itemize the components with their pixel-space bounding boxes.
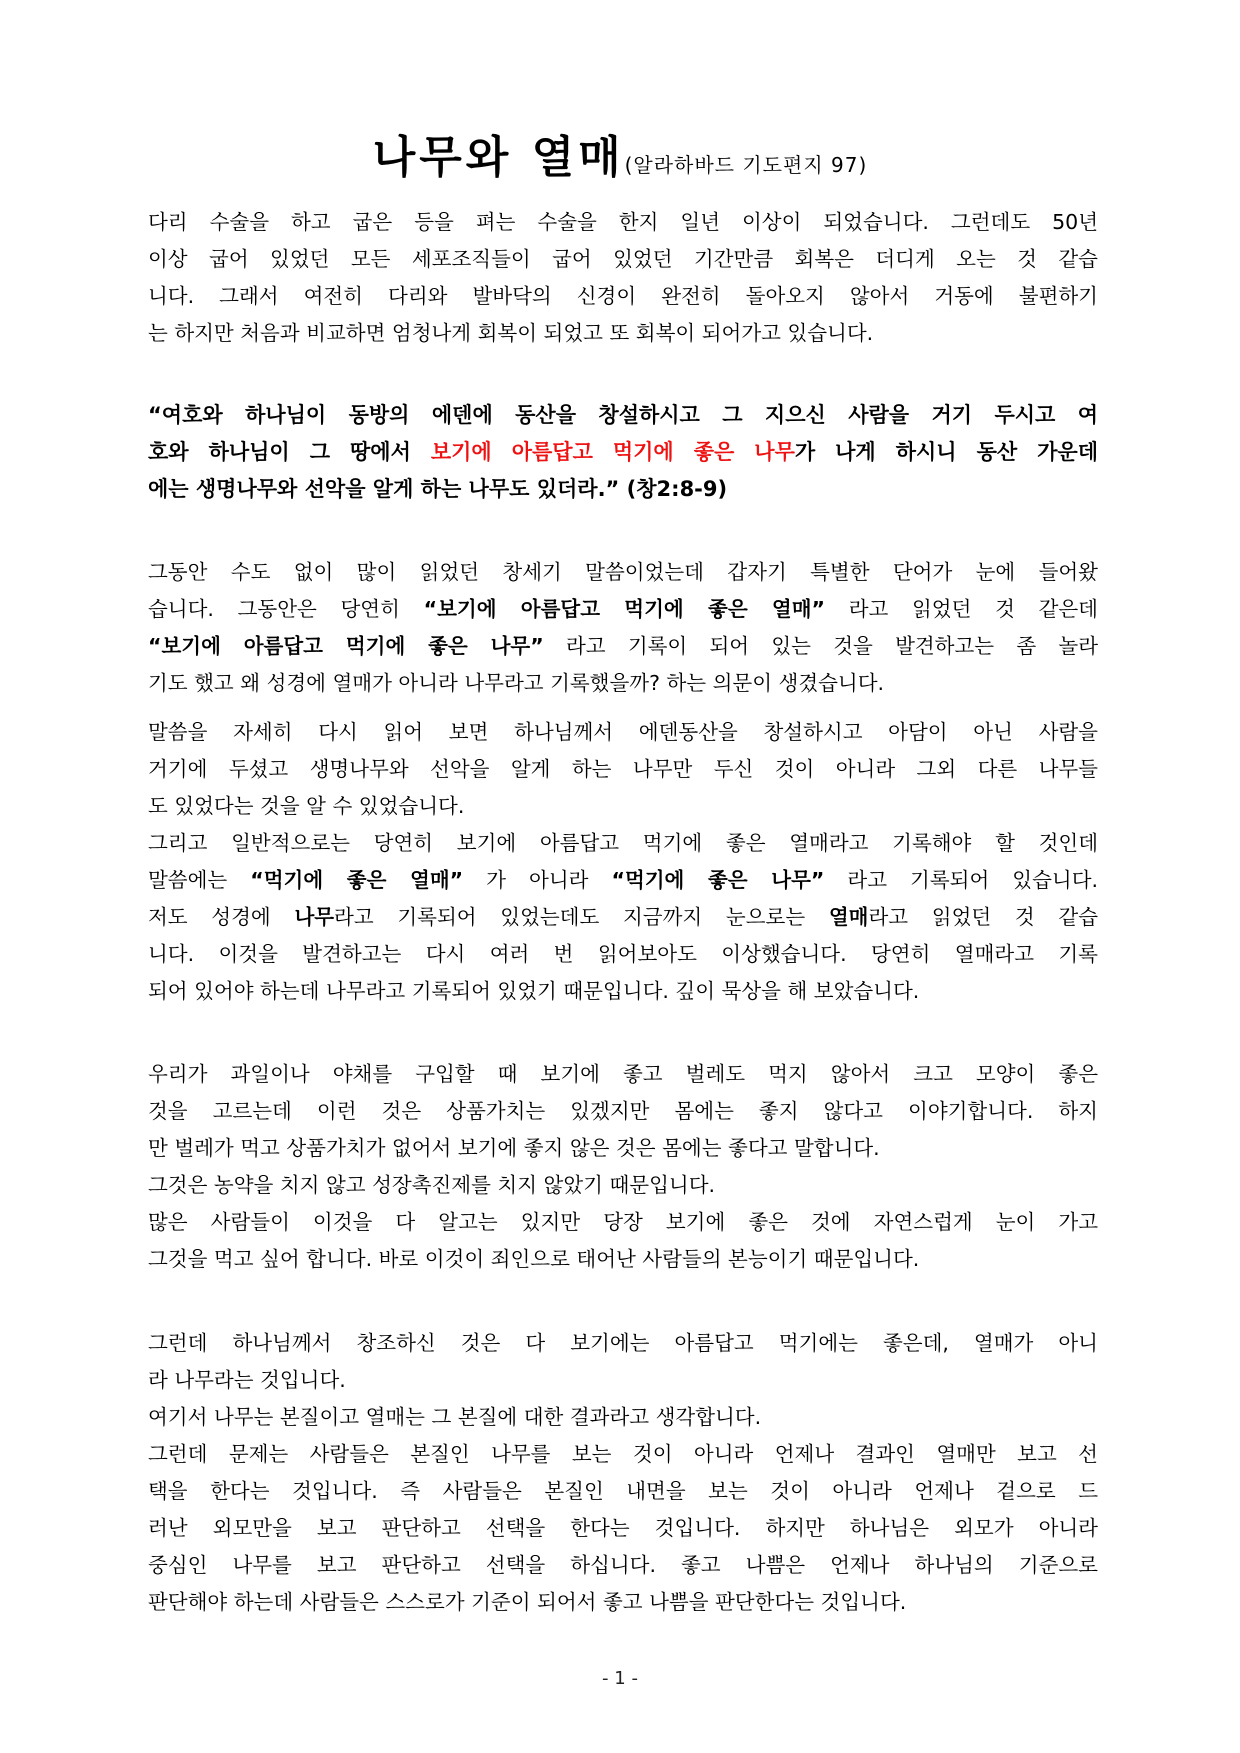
text-span: 말씀에는: [148, 868, 251, 892]
text-line: 다리 수술을 하고 굽은 등을 펴는 수술을 한지 일년 이상이 되었습니다. 그런데도 50년: [148, 210, 1098, 234]
text-span: 라고 읽었던 것 같은데: [825, 597, 1098, 621]
text-line: 만 벌레가 먹고 상품가치가 없어서 보기에 좋지 않은 것은 몸에는 좋다고 말합니다.: [148, 1136, 880, 1160]
quote-text: 가 나게 하시니 동산 가운데: [794, 440, 1098, 464]
page-number: - 1 -: [602, 1668, 638, 1689]
quote-line: 에는 생명나무와 선악을 알게 하는 나무도 있더라.” (창2:8-9): [148, 477, 728, 501]
text-line: 니다. 이것을 발견하고는 다시 여러 번 읽어보아도 이상했습니다. 당연히 열매라고 기록: [148, 942, 1098, 966]
bold-phrase: “먹기에 좋은 열매”: [250, 868, 464, 892]
text-line: 라 나무라는 것입니다.: [148, 1368, 346, 1392]
paragraph-1: [148, 204, 1098, 352]
text-line: 이상 굽어 있었던 모든 세포조직들이 굽어 있었던 기간만큼 회복은 더디게 오는 것 같습: [148, 247, 1098, 271]
text-line: 러난 외모만을 보고 판단하고 선택을 한다는 것입니다. 하지만 하나님은 외모가 아니라: [148, 1516, 1098, 1540]
highlighted-phrase: 보기에 아름답고 먹기에 좋은 나무: [430, 440, 795, 464]
text-line: [148, 628, 1098, 665]
scripture-quote: [148, 397, 1098, 508]
text-line: 되어 있어야 하는데 나무라고 기록되어 있었기 때문입니다. 깊이 묵상을 해 보았습니다.: [148, 979, 920, 1003]
text-line: 우리가 과일이나 야채를 구입할 때 보기에 좋고 벌레도 먹지 않아서 크고 모양이 좋은: [148, 1062, 1098, 1086]
document-title: [0, 128, 1240, 197]
text-line: 말씀을 자세히 다시 읽어 보면 하나님께서 에덴동산을 창설하시고 아담이 아닌 사람을: [148, 720, 1098, 744]
text-line: [148, 862, 1098, 899]
text-line: 택을 한다는 것입니다. 즉 사람들은 본질인 내면을 보는 것이 아니라 언제나 겉으로 드: [148, 1479, 1098, 1503]
text-line: 것을 고르는데 이런 것은 상품가치는 있겠지만 몸에는 좋지 않다고 이야기합니다. 하지: [148, 1099, 1098, 1123]
bold-phrase: “보기에 아름답고 먹기에 좋은 나무”: [148, 634, 544, 658]
bold-word: 나무: [294, 905, 335, 929]
text-line: 그리고 일반적으로는 당연히 보기에 아름답고 먹기에 좋은 열매라고 기록해야 할 것인데: [148, 831, 1098, 855]
text-line: 많은 사람들이 이것을 다 알고는 있지만 당장 보기에 좋은 것에 자연스럽게 눈이 가고: [148, 1210, 1098, 1234]
title-subtitle: (알라하바드 기도편지 97): [624, 153, 868, 177]
text-span: 가 아니라: [463, 868, 612, 892]
title-main: 나무와 열매: [372, 132, 625, 183]
text-line: 니다. 그래서 여전히 다리와 발바닥의 신경이 완전히 돌아오지 않아서 거동에 불편하기: [148, 284, 1098, 308]
quote-line: “여호와 하나님이 동방의 에덴에 동산을 창설하시고 그 지으신 사람을 거기 두시고 여: [148, 403, 1098, 427]
text-line: 그동안 수도 없이 많이 읽었던 창세기 말씀이었는데 갑자기 특별한 단어가 눈에 들어왔: [148, 560, 1098, 584]
paragraph-3: [148, 714, 1098, 1010]
text-line: 도 있었다는 것을 알 수 있었습니다.: [148, 794, 465, 818]
bold-phrase: “먹기에 좋은 나무”: [611, 868, 825, 892]
text-line: [148, 899, 1098, 936]
text-line: 기도 했고 왜 성경에 열매가 아니라 나무라고 기록했을까? 하는 의문이 생겼습니다.: [148, 671, 885, 695]
paragraph-2: [148, 554, 1098, 702]
text-line: 중심인 나무를 보고 판단하고 선택을 하십니다. 좋고 나쁨은 언제나 하나님의 기준으로: [148, 1553, 1098, 1577]
text-span: 라고 기록되어 있었는데도 지금까지 눈으로는: [334, 905, 829, 929]
text-line: 는 하지만 처음과 비교하면 엄청나게 회복이 되었고 또 회복이 되어가고 있습니다.: [148, 321, 874, 345]
text-span: 저도 성경에: [148, 905, 295, 929]
text-line: 그것을 먹고 싶어 합니다. 바로 이것이 죄인으로 태어난 사람들의 본능이기 때문입니다.: [148, 1247, 920, 1271]
text-line: 여기서 나무는 본질이고 열매는 그 본질에 대한 결과라고 생각합니다.: [148, 1405, 762, 1429]
text-line: 판단해야 하는데 사람들은 스스로가 기준이 되어서 좋고 나쁨을 판단한다는 것입니다.: [148, 1590, 907, 1614]
text-span: 라고 읽었던 것 같습: [868, 905, 1098, 929]
paragraph-5: [148, 1325, 1098, 1621]
text-line: 그런데 하나님께서 창조하신 것은 다 보기에는 아름답고 먹기에는 좋은데, 열매가 아니: [148, 1331, 1098, 1355]
quote-line: [148, 434, 1098, 471]
quote-text: 호와 하나님이 그 땅에서: [148, 440, 431, 464]
bold-word: 열매: [828, 905, 869, 929]
text-span: 습니다. 그동안은 당연히: [148, 597, 424, 621]
text-line: 거기에 두셨고 생명나무와 선악을 알게 하는 나무만 두신 것이 아니라 그외 다른 나무들: [148, 757, 1098, 781]
text-line: 그것은 농약을 치지 않고 성장촉진제를 치지 않았기 때문입니다.: [148, 1173, 716, 1197]
text-span: 라고 기록이 되어 있는 것을 발견하고는 좀 놀라: [543, 634, 1098, 658]
text-line: 그런데 문제는 사람들은 본질인 나무를 보는 것이 아니라 언제나 결과인 열매만 보고 선: [148, 1442, 1098, 1466]
paragraph-4: [148, 1056, 1098, 1278]
bold-phrase: “보기에 아름답고 먹기에 좋은 열매”: [423, 597, 826, 621]
text-line: [148, 591, 1098, 628]
text-span: 라고 기록되어 있습니다.: [824, 868, 1099, 892]
